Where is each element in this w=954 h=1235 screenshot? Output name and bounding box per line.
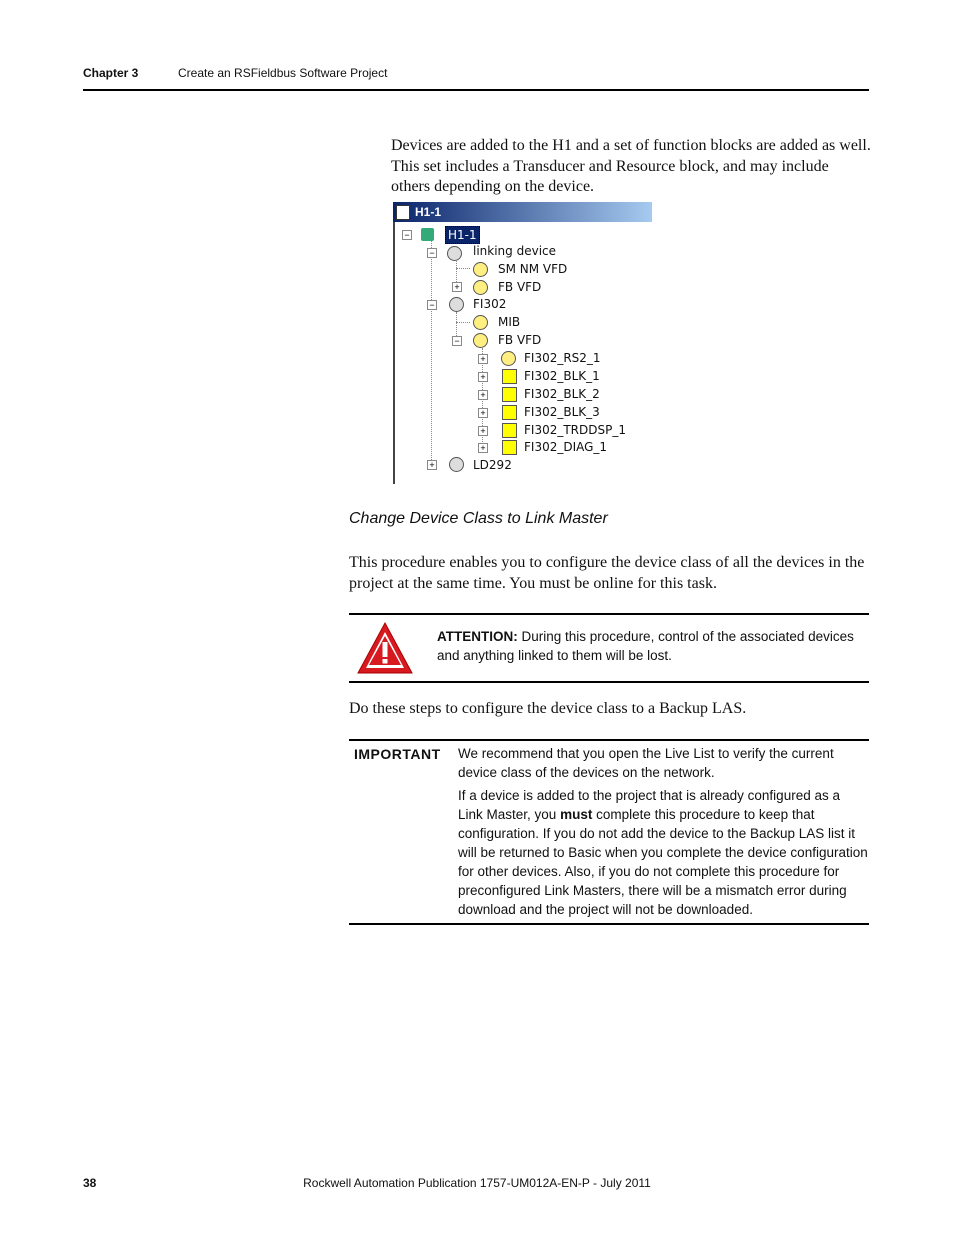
function-block-icon xyxy=(502,387,517,402)
chapter-title: Create an RSFieldbus Software Project xyxy=(178,66,388,80)
tree-node-fi302[interactable]: FI302 xyxy=(473,297,507,311)
device-icon xyxy=(449,297,464,312)
document-icon xyxy=(396,205,410,220)
attention-label: ATTENTION: xyxy=(437,629,518,644)
intro-paragraph: Devices are added to the H1 and a set of function blocks are added as well. This set includes a Transducer and Resource block, and may include others depending on the device. xyxy=(391,137,871,195)
vfd-icon xyxy=(473,262,488,277)
vfd-icon xyxy=(473,333,488,348)
tree-node-sm-nm-vfd[interactable]: SM NM VFD xyxy=(498,262,568,276)
network-icon xyxy=(421,228,434,241)
expand-toggle[interactable]: + xyxy=(427,460,437,470)
attention-body: During this procedure, control of the associated devices and anything linked to them will be lost. xyxy=(437,629,854,663)
collapse-toggle[interactable]: − xyxy=(427,300,437,310)
section-subheading: Change Device Class to Link Master xyxy=(349,510,608,527)
expand-toggle[interactable]: + xyxy=(478,426,488,436)
important-paragraph-1: We recommend that you open the Live List to verify the current device class of the devices on the network. xyxy=(458,746,834,780)
tree-node-blk2[interactable]: FI302_BLK_2 xyxy=(524,387,600,401)
collapse-toggle[interactable]: − xyxy=(402,230,412,240)
expand-toggle[interactable]: + xyxy=(478,408,488,418)
expand-toggle[interactable]: + xyxy=(478,390,488,400)
tree-node-trddsp[interactable]: FI302_TRDDSP_1 xyxy=(524,423,626,437)
attention-text xyxy=(437,627,857,665)
expand-toggle[interactable]: + xyxy=(478,372,488,382)
attention-box xyxy=(349,613,869,683)
collapse-toggle[interactable]: − xyxy=(427,248,437,258)
tree-window-title: H1-1 xyxy=(415,205,442,219)
tree-node-rs2[interactable]: FI302_RS2_1 xyxy=(524,351,601,365)
tree-node-blk1[interactable]: FI302_BLK_1 xyxy=(524,369,600,383)
expand-toggle[interactable]: + xyxy=(452,282,462,292)
warning-triangle-icon xyxy=(356,621,414,675)
page-number: 38 xyxy=(83,1176,97,1190)
tree-node-diag[interactable]: FI302_DIAG_1 xyxy=(524,440,608,454)
tree-node-ld292[interactable]: LD292 xyxy=(473,458,512,472)
tree-titlebar xyxy=(393,202,652,222)
important-text xyxy=(458,744,868,923)
publication-footer: Rockwell Automation Publication 1757-UM012A-EN-P - July 2011 xyxy=(303,1176,651,1190)
procedure-paragraph: This procedure enables you to configure the device class of all the devices in the project at the same time. You must be online for this task. xyxy=(349,554,865,592)
project-tree-screenshot xyxy=(393,202,652,484)
device-icon xyxy=(447,246,462,261)
steps-paragraph: Do these steps to configure the device class to a Backup LAS. xyxy=(349,700,747,717)
vfd-icon xyxy=(473,315,488,330)
device-icon xyxy=(449,457,464,472)
expand-toggle[interactable]: + xyxy=(478,443,488,453)
chapter-label: Chapter 3 xyxy=(83,66,139,80)
important-paragraph-2: If a device is added to the project that is already configured as a Link Master, you must complete this procedure to keep that configuration. If you do not add the device to the Backup LAS list it will be returned to Basic when you complete the device configuration for other devices. Also, if you do not complete this procedure for preconfigured Link Masters, there will be a mismatch error during download and the project will not be downloaded. xyxy=(458,788,868,917)
tree-node-blk3[interactable]: FI302_BLK_3 xyxy=(524,405,600,419)
collapse-toggle[interactable]: − xyxy=(452,336,462,346)
tree-node-linking-device[interactable]: linking device xyxy=(473,244,557,258)
tree-node-fb-vfd-1[interactable]: FB VFD xyxy=(498,280,542,294)
page-header xyxy=(83,66,388,80)
vfd-icon xyxy=(473,280,488,295)
important-label: IMPORTANT xyxy=(354,746,441,762)
expand-toggle[interactable]: + xyxy=(478,354,488,364)
important-box xyxy=(349,739,869,925)
tree-node-fb-vfd-2[interactable]: FB VFD xyxy=(498,333,542,347)
function-block-icon xyxy=(502,440,517,455)
function-block-icon xyxy=(502,405,517,420)
header-rule xyxy=(83,89,869,91)
function-block-icon xyxy=(502,369,517,384)
tree-node-h1[interactable]: H1-1 xyxy=(445,226,480,244)
resource-block-icon xyxy=(501,351,516,366)
tree-node-mib[interactable]: MIB xyxy=(498,315,521,329)
function-block-icon xyxy=(502,423,517,438)
